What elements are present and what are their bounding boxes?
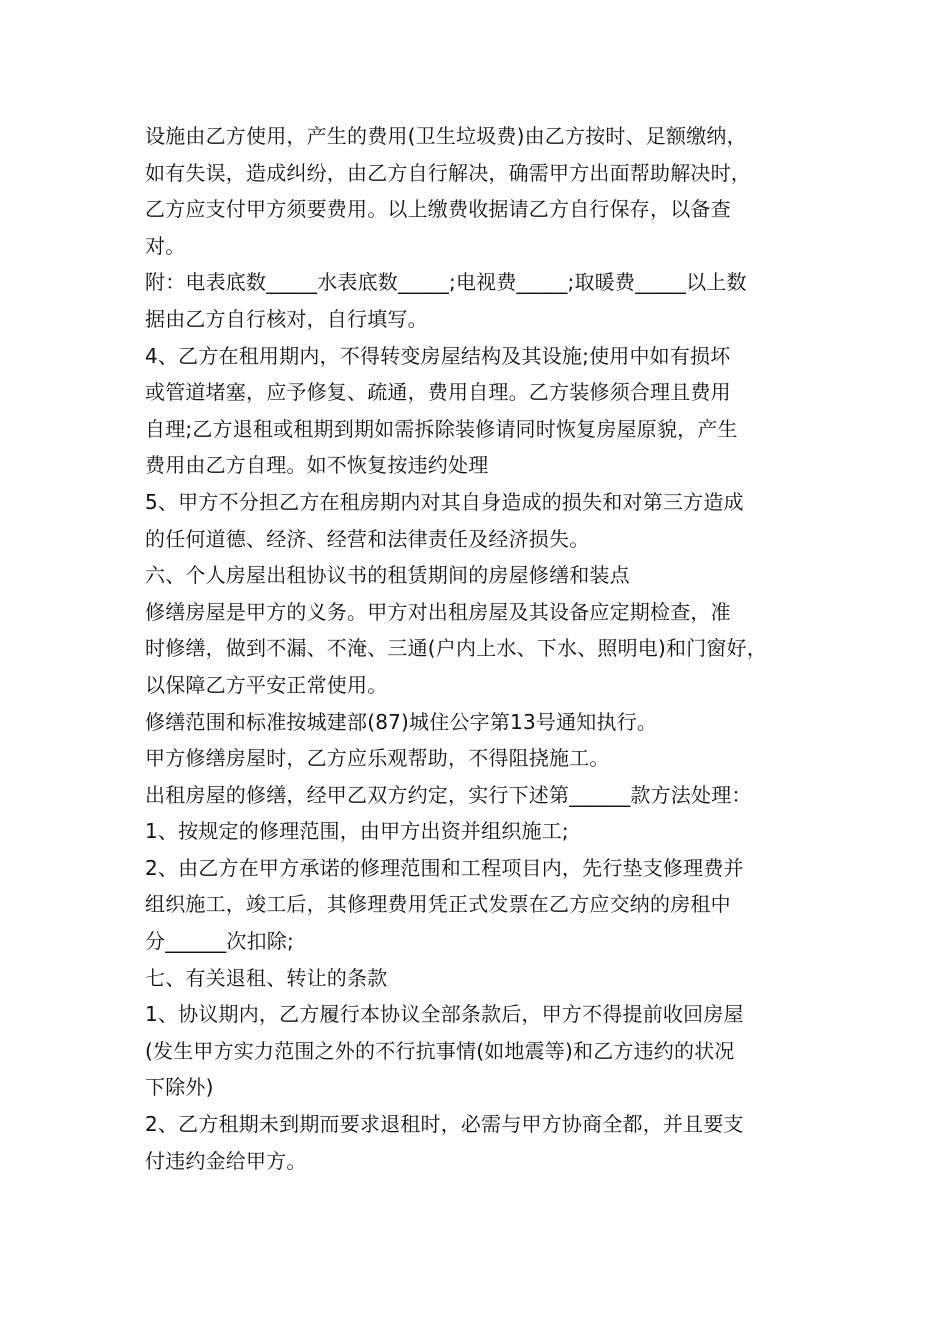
text-line: 下除外) <box>145 1075 214 1100</box>
text-line: 4、乙方在租用期内，不得转变房屋结构及其设施;使用中如有损坏 <box>145 343 731 368</box>
text-line: 自理;乙方退租或租期到期如需拆除装修请同时恢复房屋原貌，产生 <box>145 416 738 441</box>
text-line: 时修缮，做到不漏、不淹、三通(户内上水、下水、照明电)和门窗好， <box>145 636 768 661</box>
text-line: 的任何道德、经济、经营和法律责任及经济损失。 <box>145 526 590 551</box>
text-line: 乙方应支付甲方须要费用。以上缴费收据请乙方自行保存，以备查 <box>145 197 731 222</box>
text-line: 费用由乙方自理。如不恢复按违约处理 <box>145 453 489 478</box>
section-heading: 六、个人房屋出租协议书的租赁期间的房屋修缮和装点 <box>145 563 630 588</box>
text-line: 修缮范围和标准按城建部(87)城住公字第13号通知执行。 <box>145 709 658 734</box>
text-line: 据由乙方自行核对，自行填写。 <box>145 306 428 331</box>
text-line: 附：电表底数_____水表底数_____;电视费_____;取暖费_____以上数 <box>145 270 747 295</box>
text-line: 以保障乙方平安正常使用。 <box>145 672 388 697</box>
text-line: 5、甲方不分担乙方在租房期内对其自身造成的损失和对第三方造成 <box>145 489 744 514</box>
text-line: 1、协议期内，乙方履行本协议全部条款后，甲方不得提前收回房屋 <box>145 1002 744 1027</box>
text-line: 2、由乙方在甲方承诺的修理范围和工程项目内，先行垫支修理费并 <box>145 855 744 880</box>
text-line: 组织施工，竣工后，其修理费用凭正式发票在乙方应交纳的房租中 <box>145 892 731 917</box>
text-line: 如有失误，造成纠纷，由乙方自行解决，确需甲方出面帮助解决时， <box>145 160 751 185</box>
text-line: 设施由乙方使用，产生的费用(卫生垃圾费)由乙方按时、足额缴纳， <box>145 124 747 148</box>
text-line: 付违约金给甲方。 <box>145 1148 307 1173</box>
text-line: 1、按规定的修理范围，由甲方出资并组织施工; <box>145 819 569 844</box>
text-line: 修缮房屋是甲方的义务。甲方对出租房屋及其设备应定期检查，准 <box>145 599 731 624</box>
document-body <box>145 118 835 1179</box>
text-line: 甲方修缮房屋时，乙方应乐观帮助，不得阻挠施工。 <box>145 746 610 771</box>
text-line: 出租房屋的修缮，经甲乙双方约定，实行下述第______款方法处理： <box>145 782 752 807</box>
text-line: 对。 <box>145 233 186 258</box>
text-line: 2、乙方租期未到期而要求退租时，必需与甲方协商全都，并且要支 <box>145 1112 744 1137</box>
text-line: 分______次扣除; <box>145 929 294 954</box>
text-line: (发生甲方实力范围之外的不行抗事情(如地震等)和乙方违约的状况 <box>145 1038 735 1063</box>
text-line: 或管道堵塞，应予修复、疏通，费用自理。乙方装修须合理且费用 <box>145 380 731 405</box>
section-heading: 七、有关退租、转让的条款 <box>145 965 388 990</box>
